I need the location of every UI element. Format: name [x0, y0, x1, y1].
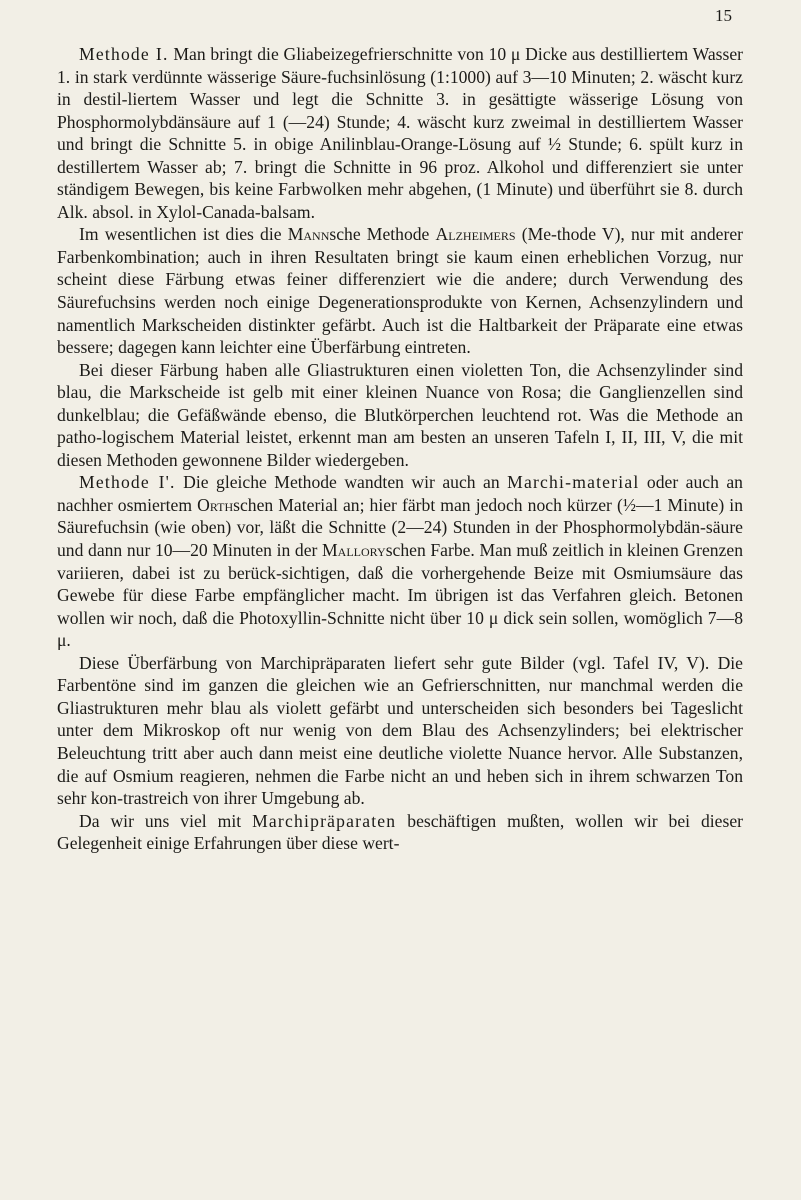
text-run: oder auch an nachher osmiertem — [57, 472, 743, 515]
text-run: Da wir uns viel mit — [79, 810, 253, 831]
text-run: sche Methode — [329, 224, 436, 245]
text-run: Man bringt die Gliabeizegefrierschnitte von 10 μ Dicke aus destilliertem Wasser 1. in stark verdünnte wässerige Säure-fuchsinlösung (1:1000) auf 3—10 Minuten; 2. wäscht kurz in destil-liertem Wasser und legt die Schnitte 3. in gesättigte wässerige Lösung von Phosphormolybdänsäure auf 1 (—24) Stunde; 4. wäscht kurz zweimal in destilliertem Wasser und bringt die Schnitte 5. in obige Anilinblau-Orange-Lösung auf ½ Stunde; 6. spült kurz in destillertem Wasser ab; 7. bringt die Schnitte in 96 proz. Alkohol und differenziert sie unter ständigem Bewegen, bis keine Farbwolken mehr abgehen, (1 Minute) und überführt sie 8. durch Alk. absol. in Xylol-Canada-balsam. — [57, 44, 743, 222]
text-run: Mann — [287, 224, 330, 245]
text-run: schen Farbe. Man muß zeitlich in kleinen Grenzen variieren, dabei ist zu berück-sichtigen, daß die vorhergehende Beize mit Osmiumsäure das Gewebe für diese Farbe empfänglicher macht. Im übrigen ist das Verfahren gleich. Betonen wollen wir noch, daß die Photoxyllin-Schnitte nicht über 10 μ dick sein sollen, womöglich 7—8 μ. — [57, 540, 743, 651]
text-run: Die gleiche Methode wandten wir auch an — [175, 472, 508, 493]
text-run: Orth — [197, 494, 234, 515]
text-run: (Me-thode V), nur mit anderer Farbenkombination; auch in ihren Resultaten bringt sie kaum einen erheblichen Vorzug, nur scheint diese Färbung etwas feiner differenziert wie die andere; durch Verwendung des Säurefuchsins werden noch einige Degenerationsprodukte von Kernen, Achsenzylindern und namentlich Markscheiden distinkter gefärbt. Auch ist die Haltbarkeit der Präparate eine etwas bessere; dagegen kann leichter eine Überfärbung eintreten. — [57, 224, 743, 358]
paragraph — [57, 359, 743, 472]
paragraph — [57, 652, 743, 810]
paragraph — [57, 810, 743, 855]
text-run: Marchipräparaten — [252, 810, 397, 831]
text-run: Marchi-material — [507, 472, 640, 493]
page-number: 15 — [715, 6, 732, 25]
text-run: Bei dieser Färbung haben alle Gliastrukturen einen violetten Ton, die Achsenzylinder sind blau, die Markscheide ist gelb mit einer kleinen Nuance von Rosa; die Ganglienzellen sind dunkelblau; die Gefäßwände ebenso, die Blutkörperchen leuchtend rot. Was die Methode an patho-logischem Material leistet, erkennt man am besten an unseren Tafeln I, II, III, V, die mit diesen Methoden gewonnene Bilder wiedergeben. — [57, 359, 743, 470]
text-run: Mallory — [322, 540, 386, 561]
text-run: schen Material an; hier färbt man jedoch noch kürzer (½—1 Minute) in Säurefuchsin (wie oben) vor, läßt die Schnitte (2—24) Stunden in der Phosphormolybdän-säure und dann nur 10—20 Minuten in der — [57, 494, 743, 561]
paragraph — [57, 471, 743, 651]
text-run: Methode I'. — [79, 472, 176, 493]
text-run: Diese Überfärbung von Marchipräparaten liefert sehr gute Bilder (vgl. Tafel IV, V). Die Farbentöne sind im ganzen die gleichen wie an Gefrierschnitten, nur manchmal werden die Gliastrukturen mehr blau als violett gefärbt und unterscheiden sich besonders bei Tageslicht unter dem Mikroskop oft nur wenig von dem Blau des Achsenzylinders; bei elektrischer Beleuchtung tritt aber auch dann meist eine deutliche violette Nuance hervor. Alle Substanzen, die auf Osmium reagieren, nehmen die Farbe nicht an und heben sich in ihrem schwarzen Ton sehr kon-trastreich von ihrer Umgebung ab. — [57, 652, 743, 809]
paragraph — [57, 223, 743, 358]
body-text — [57, 43, 743, 855]
text-run: beschäftigen mußten, wollen wir bei dieser Gelegenheit einige Erfahrungen über diese wert- — [57, 810, 743, 854]
text-run: Im wesentlichen ist dies die — [79, 224, 288, 245]
text-run: Alzheimers — [435, 224, 516, 245]
text-run: Methode I. — [79, 44, 169, 64]
paragraph — [57, 43, 743, 223]
